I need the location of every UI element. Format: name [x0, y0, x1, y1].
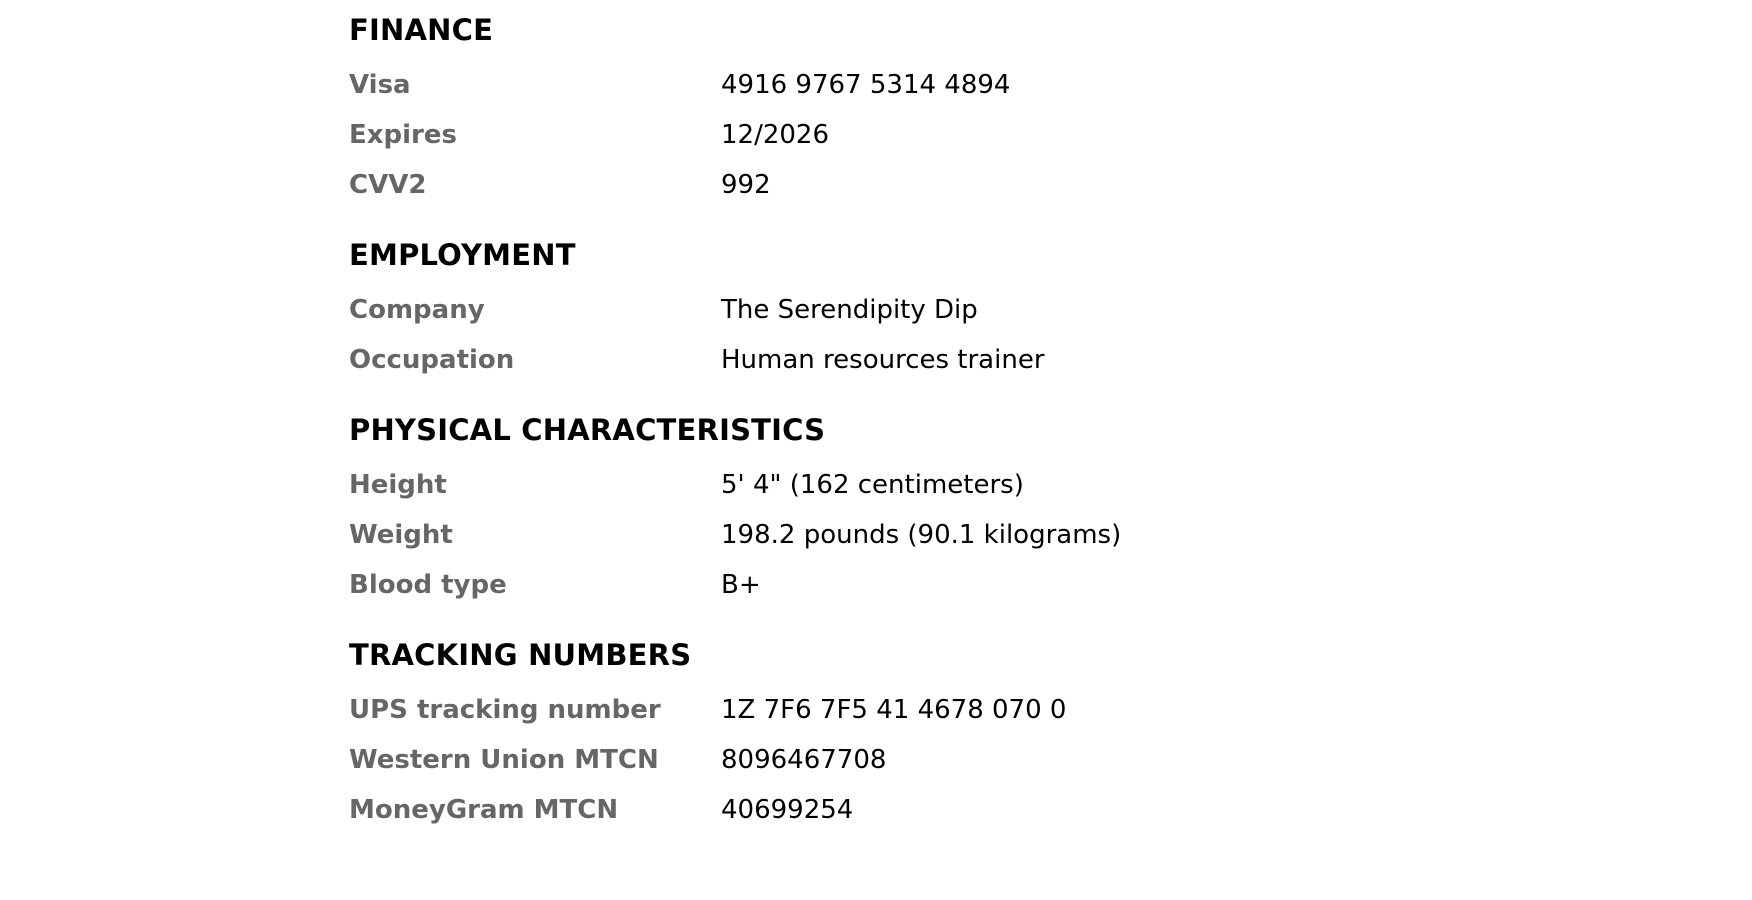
row-value: 5' 4" (162 centimeters) [721, 470, 1024, 500]
row-label: Occupation [349, 345, 515, 375]
detail-row-height [349, 460, 1349, 510]
section-title-tracking-numbers: TRACKING NUMBERS [349, 638, 692, 672]
row-label: Expires [349, 120, 457, 150]
row-value: 198.2 pounds (90.1 kilograms) [721, 520, 1122, 550]
section-title-finance: FINANCE [349, 13, 494, 47]
detail-row-cvv2 [349, 160, 1349, 210]
employment-section [349, 235, 1349, 385]
row-label: Company [349, 295, 485, 325]
profile-details [349, 10, 1349, 860]
detail-row-blood-type [349, 560, 1349, 610]
row-value: 1Z 7F6 7F5 41 4678 070 0 [721, 695, 1067, 725]
row-value: The Serendipity Dip [721, 295, 978, 325]
row-label: CVV2 [349, 170, 427, 200]
detail-row-ups-tracking [349, 685, 1349, 735]
row-value: B+ [721, 570, 761, 600]
row-label: Western Union MTCN [349, 745, 659, 775]
row-label: UPS tracking number [349, 695, 661, 725]
detail-row-occupation [349, 335, 1349, 385]
row-value: 40699254 [721, 795, 854, 825]
row-label: Visa [349, 70, 411, 100]
section-title-physical-characteristics: PHYSICAL CHARACTERISTICS [349, 413, 826, 447]
tracking-numbers-section [349, 635, 1349, 835]
row-label: MoneyGram MTCN [349, 795, 619, 825]
row-label: Blood type [349, 570, 507, 600]
finance-section [349, 10, 1349, 210]
detail-row-western-union-mtcn [349, 735, 1349, 785]
detail-row-weight [349, 510, 1349, 560]
detail-row-company [349, 285, 1349, 335]
row-value: Human resources trainer [721, 345, 1045, 375]
row-value: 4916 9767 5314 4894 [721, 70, 1011, 100]
detail-row-visa [349, 60, 1349, 110]
row-label: Height [349, 470, 447, 500]
section-title-employment: EMPLOYMENT [349, 238, 576, 272]
row-value: 992 [721, 170, 771, 200]
detail-row-moneygram-mtcn [349, 785, 1349, 835]
row-value: 8096467708 [721, 745, 887, 775]
physical-characteristics-section [349, 410, 1349, 610]
row-label: Weight [349, 520, 453, 550]
detail-row-expires [349, 110, 1349, 160]
row-value: 12/2026 [721, 120, 830, 150]
